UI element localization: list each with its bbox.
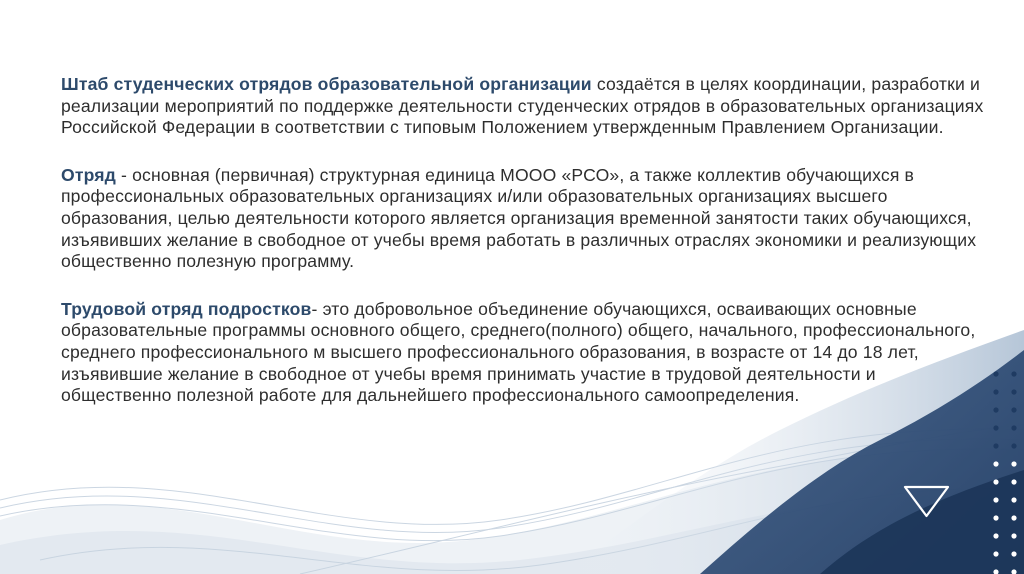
paragraph-detachment	[61, 165, 991, 273]
paragraph-text: - это добровольное объединение обучающихся, осваивающих основные образовательные программы основного общего, среднего(полного) общего, начального, профессионального, среднего профессионального м высшего профессионального образования, в возрасте от 14 до 18 лет, изъявившие желание в свободное от учебы время принимать участие в трудовой деятельности и общественно полезной работе для дальнейшего профессионального самоопределения.	[61, 298, 976, 406]
term-detachment: Отряд	[61, 164, 117, 185]
paragraph-headquarters	[61, 74, 991, 139]
term-headquarters: Штаб студенческих отрядов образовательной организации	[61, 74, 592, 94]
paragraph-text: создаётся в целях координации, разработки и реализации мероприятий по поддержке деятельности студенческих отрядов в образовательных организациях Российской Федерации в соответствии с типовым Положением утвержденным Правлением Организации.	[61, 74, 984, 138]
paragraph-text: - основная (первичная) структурная единица МООО «РСО», а также коллектив обучающихся в профессиональных образовательных организациях и/или образовательных организациях высшего образования, целью деятельности которого является организация временной занятости таких обучающихся, изъявивших желание в свободное от учебы время работать в различных отраслях экономики и реализующих общественно полезную программу.	[61, 164, 977, 272]
text-block	[61, 74, 991, 407]
paragraph-teen-labor-detachment	[61, 299, 991, 407]
term-teen-labor-detachment: Трудовой отряд подростков	[61, 298, 312, 319]
